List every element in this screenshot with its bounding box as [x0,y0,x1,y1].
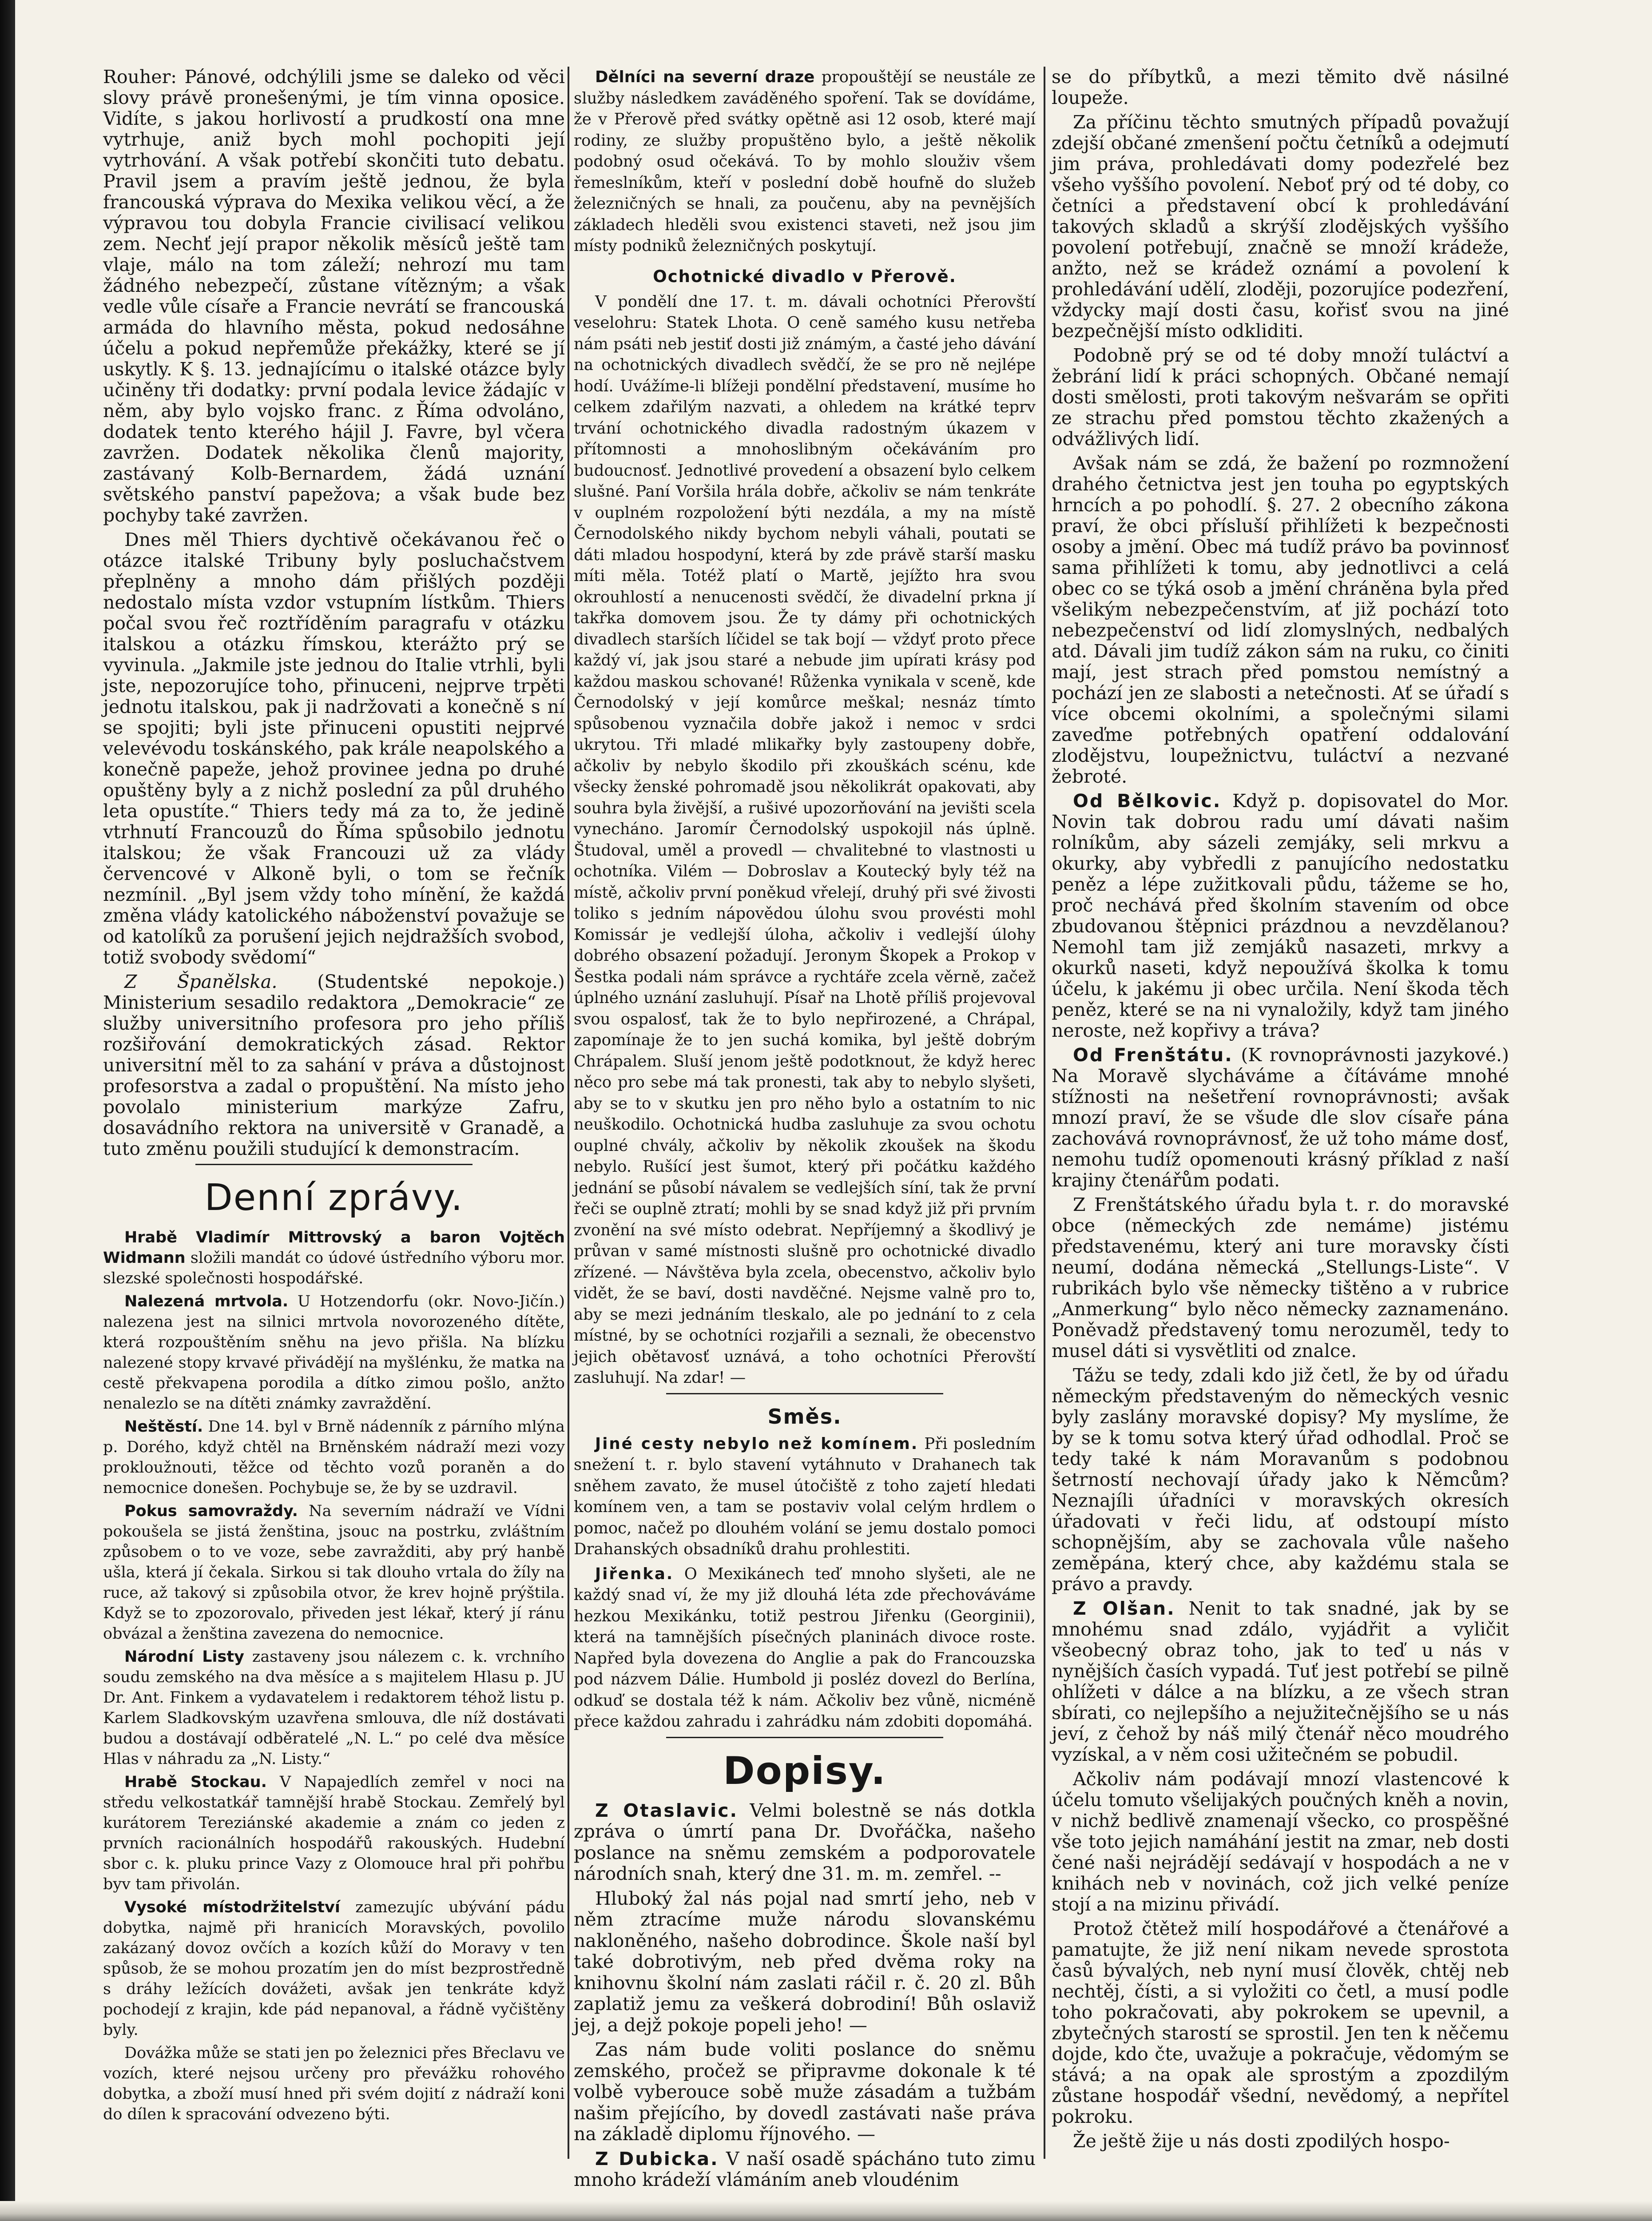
news-item: Dovážka může se stati jen po železnici přes Břeclavu ve vozích, které nejsou určeny pro převážku rohového dobytka, a zboží musí hned při svém dojití z nádraží koni do dílen k spracování odvezeno býti. [103,2044,565,2123]
news-item [103,1291,565,1414]
paragraph: Hluboký žal nás pojal nad smrtí jeho, neb v něm ztracíme muže národu slovanskému nakloněného, našeho dobrodince. Škole naší byl také dobrotivým, neb před dvěma roky na knihovnu školní nám zaslati ráčil r. č. 20 zl. Bůh zaplatiž jemu za veškerá dobrodiní! Bůh oslaviž jej, a dejž pokoje popeli jeho! — [574,1887,1036,2036]
paragraph: Dnes měl Thiers dychtivě očekávanou řeč o otázce italské Tribuny byly posluchačstvem přeplněny a mnoho dám přišlých později nedostalo místa vzdor vstupním lístkům. Thiers počal svou řeč roztříděním paragrafu v otázku italskou a otázku římskou, kterážto prý se vyvinula. „Jakmile jste jednou do Italie vtrhli, byli jste, nepozorujíce toho, přinuceni, nejprve trpěti jednotu italskou, pak ji nadržovati a konečně s ní se spojiti; byli jste přinuceni opustiti nejprvé velevévodu toskánského, pak krále neapolského a konečně papeže, jehož provinee jedna po druhé opuštěny byly a z nichž poslední za půl druhého leta opustíte.“ Thiers tedy má za to, že jedině vtrhnutí Francouzů do Říma spůsobilo jednotu italskou; že však Francouzi už za vlády červencové v Alkoně byli, o tom se řečník nezmínil. „Byl jsem vždy toho mínění, že každá změna vlády katolického náboženství považuje se od katolíků za porušení jejich nejdražších svobod, totiž svobody svědomí“ [103,529,565,968]
divider [195,1164,473,1165]
news-text: V Napajedlích zemřel v noci na středu velkostatkář tamnější hrabě Stockau. Zemřelý byl kurátorem Tereziánské akademie a znám co jeden z prvních racionálních hospodářů rakouských. Hudební sbor c. k. pluku prince Vazy z Olomouce hral při pohřbu byv tam přivolán. [103,1773,565,1893]
paragraph [1052,1045,1509,1191]
column-rule [568,67,569,2159]
paragraph: Tážu se tedy, zdali kdo již četl, že by od úřadu německým představeným do německých vesnic byly zaslány moravské dopisy? My myslíme, že by se k tomu sotva který úřad odhodlal. Proč se tedy také k nám Moravanům s podobnou šetrností nechovají úřady jako k Němcům? Neznajíli úřadníci v moravských okresích úřadovati v řeči lidu, ať odstoupí místo schopnějším, aby se zachovala vůle našeho zeměpána, který chce, aby každému stala se právo a pravdy. [1052,1365,1509,1595]
news-headline: Národní Listy [124,1648,244,1666]
paragraph [574,1564,1036,1732]
news-text: Dne 14. byl v Brně nádenník z párního mlýna p. Dorého, když chtěl na Brněnském nádraží mezi vozy prokloužnouti, těžce od těchto vozů poraněn a do nemocnice donešen. Pochybuje se, že by se uzdravil. [103,1418,565,1497]
column-2 [574,67,1036,2190]
scan-shadow-bottom [0,2201,1652,2221]
paragraph [1052,1598,1509,1765]
paragraph: Rouher: Pánové, odchýlili jsme se daleko od věci slovy právě pronešenými, je tím vinna oposice. Vidíte, s jakou horlivostí a prudkostí ona mne vytrhuje, aniž bych mohl pochopiti její vytrhování. A však potřebí skončiti tuto debatu. Pravil jsem a pravím ještě jednou, že byla francouská výprava do Mexika velikou věcí, a že výpravou tou dobyla Francie civilisací velikou zem. Nechť její prapor několik měsíců ještě tam vlaje, málo na tom záleží; nehrozí mu tam žádného nebezpečí, zůstane vítězným; a však vedle vůle císaře a Francie nevrátí se francouská armáda do hlavního města, pokud nedosáhne účelu a pokud nepřemůže překážky, které se jí uskytly. K §. 13. jednajícímu o italské otázce byly učiněny tři dodatky: první podala levice žádajíc v něm, aby bylo vojsko franc. z Říma odvoláno, dodatek tento kterého hájil J. Favre, byl včera zavržen. Dodatek několika členů majority, zastávaný Kolb-Bernardem, žádá uznání světského panství papežova; a však bude bez pochyby také zavržen. [103,66,565,526]
news-headline: Jiřenka. [595,1564,674,1583]
news-item [103,1417,565,1498]
subheading: Směs. [767,1404,842,1429]
section-title: Denní zprávy. [204,1177,464,1219]
letter-origin: Od Bělkovic. [1073,790,1222,812]
news-item [103,1227,565,1289]
paragraph: Že ještě žije u nás dosti zpodilých hospo- [1073,2130,1450,2152]
paragraph-text: propouštějí se neustále ze služby následkem zaváděného spoření. Tak se dovídáme, že v Přerově před svátky opětně asi 12 osob, které mají rodiny, ze služby propuštěno bylo, a ještě několik podobný osud očekává. To by mohlo slouživ všem řemeslníkům, kteří v poslední době houfně do služeb železničných se hnali, za poučenu, aby na pevnějších základech hleděli svou existenci staveti, než jsou jim místy podniků železničných poskytují. [574,68,1036,255]
column-rule [1044,67,1045,2159]
byline: Z Španělska. [124,971,278,992]
news-headline: Jiné cesty nebylo než komínem. [595,1434,919,1453]
letter-origin: Z Olšan. [1073,1598,1175,1619]
letters [574,1800,1036,2191]
paragraph: Ačkoliv nám podávají mnozí vlastencové k účelu tomuto všelijakých poučných kněh a novin, v nichž bedlivě znamenají všecko, co prospěšné vše toto jejich namáhání jestit na zmar, neb dosti čené naši nejrádějí sedávají v hospodách a ne v knihách neb v novinách, což jich velké peníze stojí a na mizinu přivádí. [1052,1768,1509,1915]
news-item [103,1647,565,1769]
paragraph [574,67,1036,257]
paragraph-text: (K rovnoprávnosti jazykové.) Na Moravě slycháváme a čítáváme mnohé stížnosti na nešetření rovnoprávnosti; avšak mnozí praví, že se všude dle slov císaře pána zachovává rovnoprávnosť, že už toho máme dosť, nemohu tudíž opomenouti krásný příklad z naší krajiny čtenářům podati. [1052,1044,1509,1191]
paragraph [103,971,565,1159]
paragraph-text: Velmi bolestně se nás dotkla zpráva o úmrtí pana Dr. Dvořáčka, našeho poslance na sněmu zemském a podporovatele národních snah, který dne 31. m. m. zemřel. -- [574,1799,1036,1884]
news-headline: Vysoké místodržitelství [124,1899,340,1916]
paragraph: V pondělí dne 17. t. m. dávali ochotníci Přerovští veselohru: Statek Lhota. O ceně samého kusu netřeba nám psáti neb jestiť dosti již známým, a časté jeho dávání na ochotnických divadlech svědčí, že se pro ně nejlépe hodí. Uvážíme-li blížeji pondělní představení, musíme ho celkem zdařilým nazvati, a ohledem na krátké teprv trvání ochotnického divadla radostným úkazem v přítomnosti a mnohoslibným očekáváním pro budoucnosť. Jednotlivé provedení a obsazení bylo celkem slušné. Paní Voršila hrála dobře, ačkoliv se nám tenkráte v ouplném rozpoložení býti nezdála, a my na místě Černodolského nikdy bychom nebyli váhali, poutati se dáti mladou hospodyní, která by zde právě starší masku míti měla. Totéž platí o Martě, jejížto hra svou okrouhlostí a nenucenosti svědčí, že divadelní prkna jí takřka domovem jsou. Že ty dámy při ochotnických divadlech starších líčidel se tak bojí — vždyť proto přece každý ví, jak jsou staré a nebude jim upírati krásy pod každou maskou schované! Růženka vynikala v sceně, kde Černodolský v její komůrce meškal; nesnáz tímto spůsobenou vyznačila dobře jakož i nemoc v srdci ukrytou. Tři mladé mlikařky byly zastoupeny dobře, ačkoliv by nebylo škodilo při zkouškách scénu, kde všecky ženské pohromadě jsou několikrát opakovati, aby souhra byla živější, a rušivé upozorňování na jevišti scela vynecháno. Jaromír Černodolský uspokojil nás úplně. Študoval, uměl a provedl — chvalitebné to vlastnosti u ochotníka. Vilém — Dobroslav a Koutecký byly též na místě, ačkoliv první poněkud vřelejí, druhý při své živosti toliko s jedním nápovědou úlohu svou provésti mohl Komissár je vedlejší úloha, ačkoliv i vedlejší úlohy dobrého obsazení požadují. Jeronym Škopek a Prokop v Šestka podali nám správce a rychtáře zcela věrně, začež úplného uznání zasluhují. Písař na Lhotě příliš projevoval svou ospalosť, tak že to bylo nepřirozené, a Chrápal, zapomínaje že to jen suchá komika, byl ještě dobrým Chrápalem. Sluší jenom ještě podotknout, že když herec něco pro sebe má tak pronesti, tak aby to nebylo slyšeti, aby se to v skutku jen pro něho bylo a ostatním to nic neuškodilo. Ochotnická hudba zasluhuje za svou ochotu ouplné chvály, ačkoliv by několik zkoušek na škodu nebylo. Rušící jest šumot, který při počátku každého jednání se působí návalem se vedlejších síní, tak že první řeči se ouplně ztratí; mohli by se snad když již při prvním zvonění na své místo odebrat. Nepříjemný a škodlivý je průvan v samé místnosti slušně pro ochotnické divadlo zřízené. — Návštěva byla zcela, obecenstvo, ačkoliv bylo vidět, že se baví, dosti navděčné. Nejsme valně pro to, aby se mezi jednáním tleskalo, ale po jednání to z cela místné, by se ochotníci rozjařili a seznali, že obecenstvo jejich obětavosť uznává, a toho ochotníci Přerovští zasluhují. Na zdar! — [574,292,1036,1387]
paragraph-text: Při posledním snežení t. r. bylo stavení vytáhnuto v Drahanech tak sněhem zavato, že musel útočiště z toho zajetí hledati komínem ven, a tam se postaviv volal celým hrdlem o pomoc, načež po dlouhém volání se jemu dostalo pomoci Drahanských obsadníků drahu prohlestiti. [574,1434,1036,1558]
section-title: Dopisy. [723,1748,886,1793]
news-headline: Pokus samovraždy. [124,1502,298,1520]
news-headline: Hrabě Vladimír Mittrovský a baron Vojtěch Widmann [103,1229,565,1267]
paragraph-text: Nenit to tak snadné, jak by se mnohému snad zdálo, vyjádřit a vyličit všeobecný obraz toho, jak to teď u nás v nynějších časích vypadá. Tuť jest potřebí se pilně ohlížeti v dálce a na blízku, a ze všech stran sbírati, co nejlepšího a nejužitečnějšího se u nás jeví, z čehož by náš milý čtenář něco moudrého vyzískal, a v něm cosi užitečném se pobudil. [1052,1598,1509,1765]
paragraph-text: V naší osadě spácháno tuto zimu mnoho krádeží vlámáním aneb vloudénim [574,2148,1036,2190]
news-item [103,1501,565,1644]
divider [666,1737,943,1738]
paragraph [574,1800,1036,1885]
paragraph [574,2149,1036,2191]
scan-shadow-left [0,0,15,2221]
news-text: zastaveny jsou nálezem c. k. vrchního soudu zemského na dva měsíce a s majitelem Hlasu p. JU Dr. Ant. Finkem a vydavatelem i redaktorem téhož listu p. Karlem Sladkovským uzavřena smlouva, dle níž dostávati budou a dostávají odběratelé „N. L.“ po celé dva měsíce Hlas v náhradu za „N. Listy.“ [103,1648,565,1768]
letter-origin: Z Otaslavic. [595,1799,739,1821]
paragraph-text: Když p. dopisovatel do Mor. Novin tak dobrou radu umí dávati našim rolníkům, aby sázeli zemjáky, seli mrkvu a okurky, aby vybředli z panujícího nedostatku peněz a lépe zužitkovali půdu, tážeme se ho, proč nechává před školním stavením od obce zbudovanou štěpnici prázdnou a nevzdělanou? Nemohl tam již zemjáků nasazeti, mrkvy a okurků naseti, když nepoužívá školka k tomu účelu, k jakému ji obec určila. Není škoda těch peněz, které se na ni vynaložily, když tam jiného neroste, než kopřivy a tráva? [1052,790,1509,1041]
news-text: složili mandát co údové ústředního výboru mor. slezské společnosti hospodářské. [103,1249,565,1287]
paragraph-text: (Studentské nepokoje.) Ministerium sesadilo redaktora „Demokracie“ ze služby universitního profesora pro jeho příliš rozšiřování demokratických zásad. Rektor universitní měl to za sahání v práva a důstojnost profesorstva a zadal o propuštění. Na místo jeho povolalo ministerium markýze Zafru, dosavádního rektora na universitě v Granadě, a tuto změnu použili studující k demonstracím. [103,971,565,1159]
paragraph: Z Frenštátského úřadu byla t. r. do moravské obce (německých zde nemáme) jistému představenému, který ani ture moravsky čísti neumí, dodána německá „Stellungs-Liste“. V rubrikách bylo vše německy tištěno a v rubrice „Anmerkung“ bylo něco německy zaznamenáno. Poněvadž představený tomu nerozuměl, tedy to musel dáti si vysvětliti od znalce. [1052,1194,1509,1361]
news-headline: Dělníci na severní draze [595,68,815,86]
news-item [103,1772,565,1895]
paragraph: Podobně prý se od té doby množí tuláctví a žebrání lidí k práci schopných. Občané nemají dosti smělosti, proti takovým nešvarám se opřiti ze strachu před pomstou těchto zkažených a odvážlivých lidí. [1052,345,1509,450]
paragraph: Avšak nám se zdá, že bažení po rozmnožení drahého četnictva jest jen touha po egyptských hrncích a po pohodlí. §. 27. 2 obecního zákona praví, že obci přísluší přihlížeti k bezpečnosti osoby a jmění. Obec má tudíž právo ba povinnosť sama přihlížeti k tomu, aby jednotlivci a celá obec co se týká osob a jmění chráněna byla před všelikým nebezpečenstvím, ať již pochází toto nebezpečenství od lidí zlomyslných, nedbalých atd. Dávali jim tudíž zákon sám na ruku, co činiti mají, jest strach před pomstou nemístný a pochází jen ze slabosti a netečnosti. Ať se úřadí s více obcemi okolními, a společnými silami zaveďme potřebných opatření oddalování zlodějstvu, loupežnictvu, tuláctví a nezvané žebroté. [1052,453,1509,787]
paragraph: Za příčinu těchto smutných případů považují zdejší občané zmenšení počtu četníků a odejmutí jim práva, prohledávati domy podezřelé bez všeho vyššího povolení. Neboť prý od té doby, co četníci a představení obcí k prohledávání takových skladů a skrýší zlodějských vyššího povolení potřebují, značně se množí krádeže, anžto, než se krádež oznámí a povolení k prohledávání udělí, zloději, pozorujíce podezření, vždycky mají dosti času, kořisť svou na jiné bezpečnější místo odkliditi. [1052,111,1509,342]
paragraph [574,1433,1036,1560]
news-item [103,1897,565,2040]
paragraph: se do příbytků, a mezi těmito dvě násilné loupeže. [1052,66,1509,108]
subheading: Ochotnické divadlo v Přerově. [653,267,957,286]
paragraph-text: O Mexikánech teď mnoho slyšeti, ale ne každý snad ví, že my již dlouhá léta zde přechováváme hezkou Mexikánku, totiž pestrou Jiřenku (Georginii), která na tamnějších písečných planinách divoce roste. Napřed byla dovezena do Anglie a pak do Francouzska pod názvem Dálie. Humbold ji posléz dovezl do Berlína, odkuď se dostala též k nám. Ačkoliv bez vůně, nicméně přece každou zahradu i zahrádku nám zdobiti dopomáhá. [574,1564,1036,1731]
news-text: Na severním nádraží ve Vídni pokoušela se jistá ženština, jsouc na postrku, zvláštním způsobem o to ve voze, sebe zavražditi, aby prý hanbě ušla, která jí čekala. Sirkou si tak dlouho vrtala do žíly na ruce, až takový si způsobila otvor, že krev hojně prýštila. Když se to zpozorovalo, přiveden jest lékař, který jí ránu obvázal a ženština zavezena do nemocnice. [103,1502,565,1643]
divider [666,1393,943,1394]
letter-origin: Z Dubicka. [595,2148,719,2169]
paragraph: Zas nám bude voliti poslance do sněmu zemského, pročež se připravme dokonale k té volbě vyberouce sobě muže zásadám a tužbám našim přejícího, by dovedl zastávati naše práva na základě diplomu říjnového. — [574,2039,1036,2145]
paragraph: Protož čtětež milí hospodářové a čtenářové a pamatujte, že již není nikam nevede sprostota časů bývalých, neb nyní musí člověk, chtěj neb nechtěj, čísti, a si vyložiti co četl, a musí podle toho pokračovati, aby pokrokem se upevnil, a zbytečných starostí se sprostil. Jen ten k něčemu dojde, kdo čte, uvažuje a pokračuje, vědomým se stává; a na opak ale sprostým a zpozdilým zůstane hospodář všední, nevědomý, a nepřítel pokroku. [1052,1918,1509,2127]
news-text: zamezujíc ubývání pádu dobytka, najmě při hranicích Moravských, povolilo zakázaný dovoz ovčích a kozích kůží do Moravy v ten spůsob, že se mohou prozatím jen do míst bezprostředně s dráhy ležících dovážeti, avšak jen tenkráte když pochodejí z krajin, kde pád nepanoval, a řádně vyčištěny byly. [103,1899,565,2039]
news-headline: Hrabě Stockau. [124,1773,267,1791]
news-headline: Neštěstí. [124,1418,203,1436]
letter-origin: Od Frenštátu. [1073,1044,1233,1066]
news-text: U Hotzendorfu (okr. Novo-Jičín.) nalezena jest na silnici mrtvola novorozeného dítěte, která rozpouštěním sněhu na jevo přišla. Na blízku nalezené stopy krvavé přivádějí na myšlénku, že matka na cestě překvapena porodila a dítko zimou pošlo, anžto nenalezlo se na dítěti známky zavraždění. [103,1293,565,1413]
news-list [103,1227,565,2125]
paragraph [1052,791,1509,1041]
column-3 [1052,67,1509,2150]
column-1 [103,67,565,2150]
news-headline: Nalezená mrtvola. [124,1293,289,1310]
